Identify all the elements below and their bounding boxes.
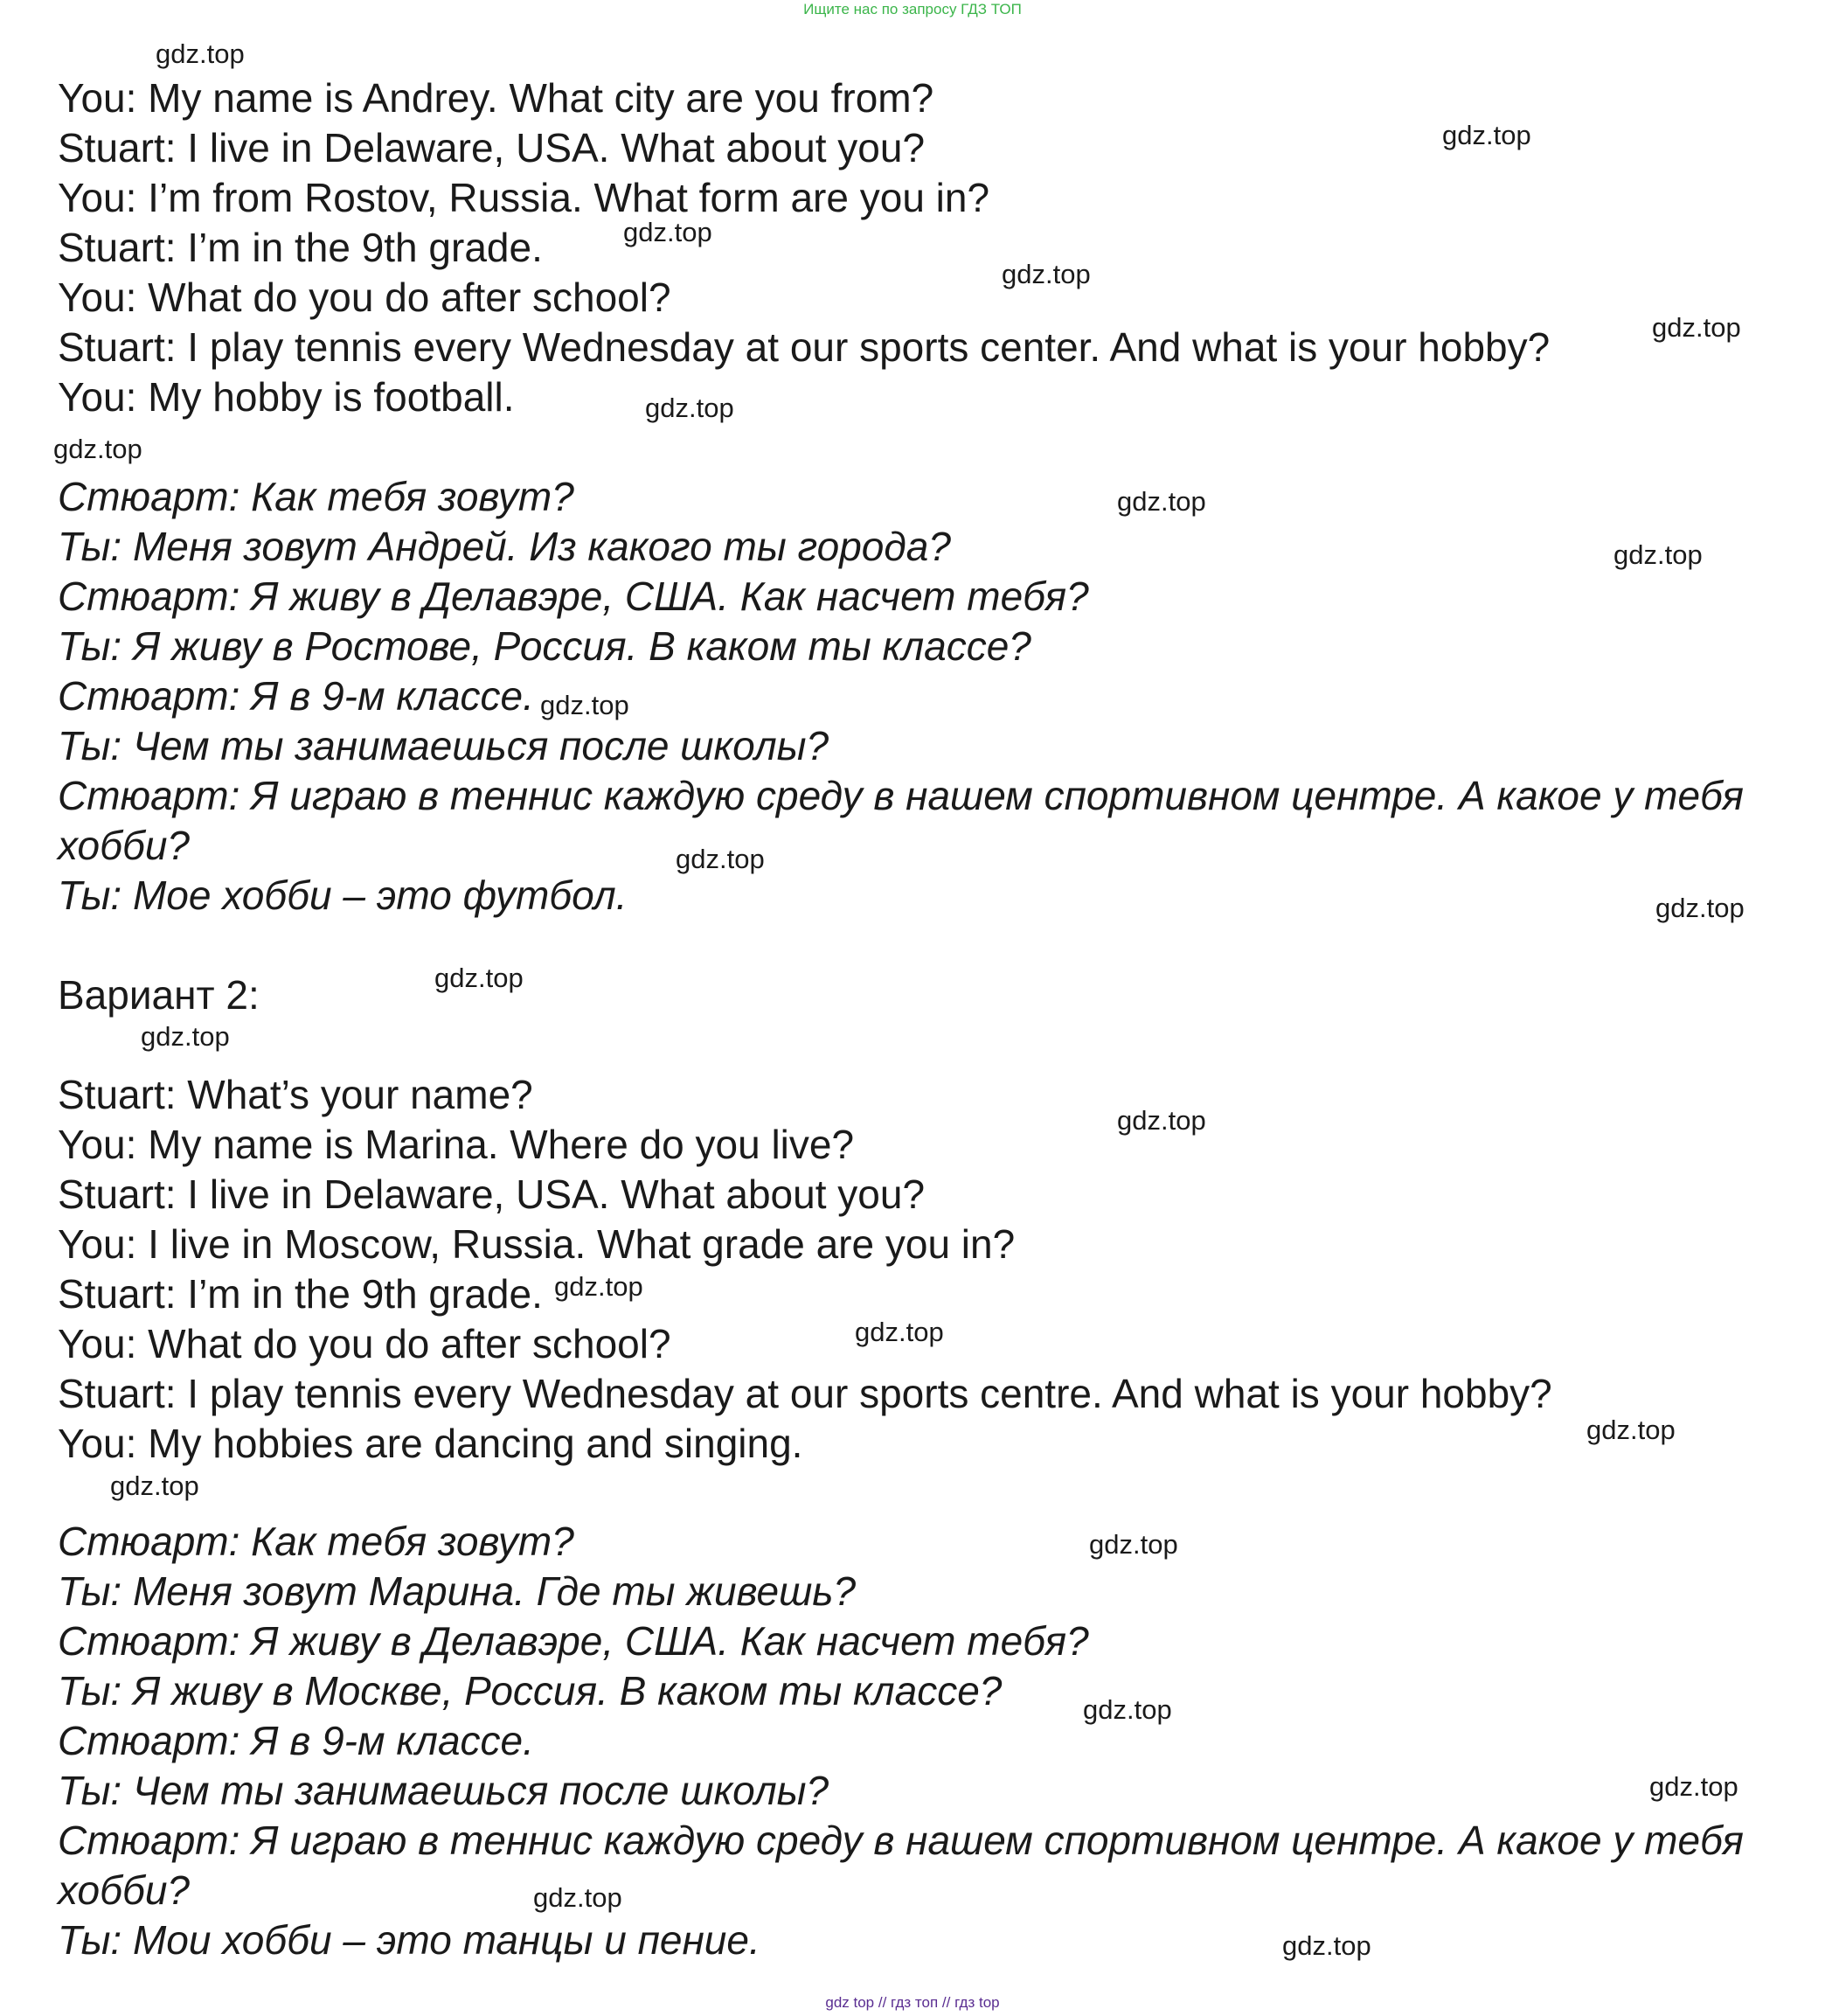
translation-line: Стюарт: Я в 9-м классе. <box>58 673 534 719</box>
translation-line: Стюарт: Я живу в Делавэре, США. Как насчет тебя? <box>58 574 1089 619</box>
watermark: gdz.top <box>1652 312 1741 343</box>
watermark: gdz.top <box>540 690 629 720</box>
footer-separator: // <box>941 1994 951 2011</box>
watermark: gdz.top <box>1586 1415 1676 1445</box>
watermark: gdz.top <box>623 217 712 247</box>
translation-line: Ты: Чем ты занимаешься после школы? <box>58 1768 829 1813</box>
watermark: gdz.top <box>645 393 734 423</box>
watermark: gdz.top <box>1282 1930 1371 1961</box>
dialogue-line: Stuart: I play tennis every Wednesday at our sports center. And what is your hobby? <box>58 324 1551 370</box>
watermark: gdz.top <box>110 1470 199 1501</box>
footer-link[interactable]: gdz top <box>825 1994 875 2011</box>
watermark: gdz.top <box>1089 1529 1178 1560</box>
watermark: gdz.top <box>141 1021 230 1052</box>
watermark: gdz.top <box>855 1317 944 1347</box>
watermark: gdz.top <box>533 1882 622 1913</box>
dialogue-line: You: I live in Moscow, Russia. What grade are you in? <box>58 1221 1016 1267</box>
dialogue-line: You: My hobbies are dancing and singing. <box>58 1421 803 1466</box>
dialogue-line: You: My name is Marina. Where do you live? <box>58 1122 855 1167</box>
dialogue-line: You: What do you do after school? <box>58 1321 671 1366</box>
translation-line: Стюарт: Я играю в теннис каждую среду в нашем спортивном центре. А какое у тебя <box>58 773 1744 818</box>
watermark: gdz.top <box>1442 120 1531 150</box>
dialogue-line: You: I’m from Rostov, Russia. What form are you in? <box>58 175 990 220</box>
dialogue-line: Stuart: I live in Delaware, USA. What about you? <box>58 1171 926 1217</box>
variant-heading: Вариант 2: <box>58 972 260 1018</box>
watermark: gdz.top <box>53 434 142 464</box>
dialogue-line: You: My name is Andrey. What city are you from? <box>58 75 934 121</box>
watermark: gdz.top <box>1655 893 1745 923</box>
translation-line: Стюарт: Я живу в Делавэре, США. Как насчет тебя? <box>58 1618 1089 1664</box>
watermark: gdz.top <box>1117 1105 1206 1136</box>
footer-link[interactable]: гдз top <box>954 1994 1000 2011</box>
translation-line: Ты: Меня зовут Марина. Где ты живешь? <box>58 1568 857 1614</box>
dialogue-line: Stuart: I’m in the 9th grade. <box>58 225 543 270</box>
dialogue-line: You: My hobby is football. <box>58 374 515 420</box>
translation-line: Стюарт: Я в 9-м классе. <box>58 1718 534 1763</box>
watermark: gdz.top <box>156 38 245 69</box>
dialogue-line: You: What do you do after school? <box>58 275 671 320</box>
watermark: gdz.top <box>1613 539 1703 570</box>
translation-line: Ты: Мое хобби – это футбол. <box>58 872 628 918</box>
watermark: gdz.top <box>434 963 524 993</box>
translation-line: Ты: Мои хобби – это танцы и пение. <box>58 1917 760 1963</box>
watermark: gdz.top <box>1649 1771 1738 1802</box>
dialogue-line: Stuart: I play tennis every Wednesday at our sports centre. And what is your hobby? <box>58 1371 1552 1416</box>
translation-line: Ты: Я живу в Москве, Россия. В каком ты классе? <box>58 1668 1003 1714</box>
watermark: gdz.top <box>554 1271 643 1302</box>
translation-line: Стюарт: Как тебя зовут? <box>58 1519 574 1564</box>
translation-line: хобби? <box>58 823 190 868</box>
translation-line: Ты: Меня зовут Андрей. Из какого ты города? <box>58 524 951 569</box>
translation-line: Ты: Чем ты занимаешься после школы? <box>58 723 829 768</box>
dialogue-line: Stuart: What’s your name? <box>58 1072 533 1117</box>
watermark: gdz.top <box>1117 486 1206 517</box>
translation-line: хобби? <box>58 1867 190 1913</box>
footer <box>0 1993 1825 2013</box>
translation-line: Стюарт: Как тебя зовут? <box>58 474 574 519</box>
translation-line: Стюарт: Я играю в теннис каждую среду в нашем спортивном центре. А какое у тебя <box>58 1818 1744 1863</box>
watermark: gdz.top <box>676 844 765 874</box>
translation-line: Ты: Я живу в Ростове, Россия. В каком ты классе? <box>58 623 1031 669</box>
watermark: gdz.top <box>1083 1694 1172 1725</box>
top-banner: Ищите нас по запросу ГДЗ ТОП <box>803 1 1022 17</box>
footer-separator: // <box>878 1994 887 2011</box>
dialogue-line: Stuart: I’m in the 9th grade. <box>58 1271 543 1317</box>
footer-link[interactable]: гдз топ <box>891 1994 939 2011</box>
watermark: gdz.top <box>1002 259 1091 289</box>
dialogue-line: Stuart: I live in Delaware, USA. What about you? <box>58 125 926 170</box>
